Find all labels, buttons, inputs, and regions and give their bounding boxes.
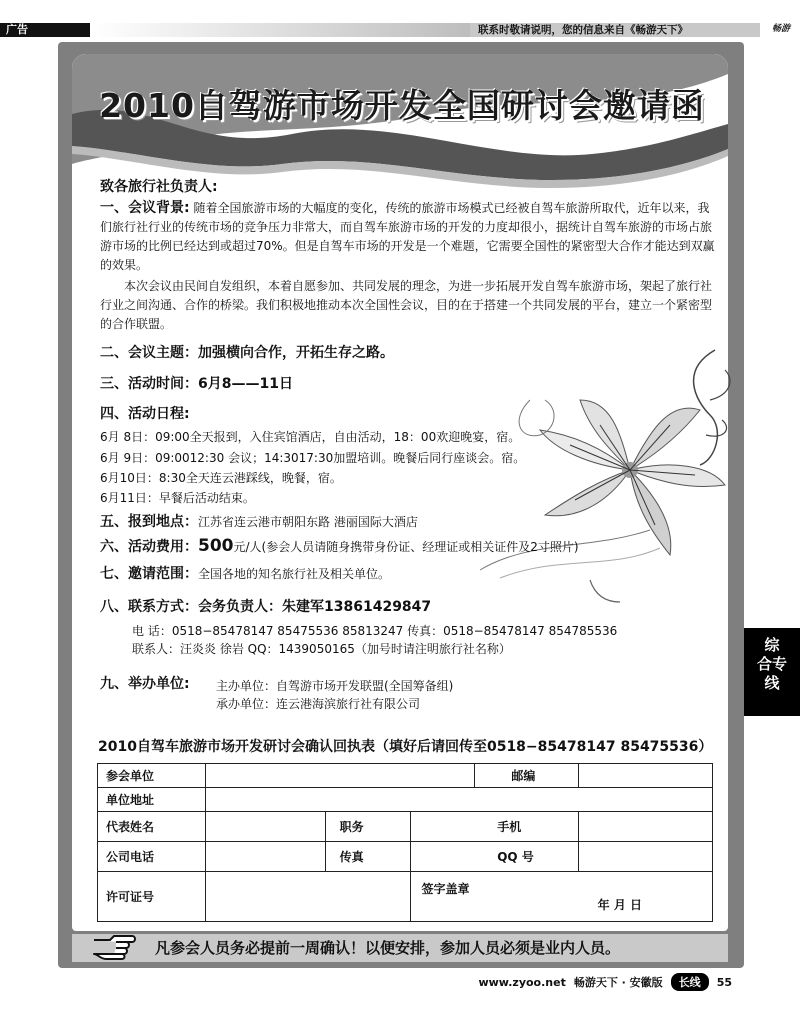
section-background	[100, 199, 715, 275]
section-scope-text: 全国各地的知名旅行社及相关单位。	[198, 567, 391, 581]
rep-field[interactable]	[205, 812, 325, 842]
table-row	[98, 872, 713, 922]
page-title: 2010自驾游市场开发全国研讨会邀请函	[99, 86, 705, 125]
contact-line: 联系人：汪炎炎 徐岩 QQ：1439050165（加号时请注明旅行社名称）	[132, 642, 511, 656]
label-mobile: 手机	[497, 820, 522, 834]
label-postcode: 邮编	[475, 764, 579, 788]
section-background-para2-text: 本次会议由民间自发组织，本着自愿参加、共同发展的理念，为进一步拓展开发自驾车旅游市场，架起了旅行社行业之间沟通、合作的桥梁。我们积极地推动本次全国性会议，目的在于搭建一个共同发展的平台，建立一个紧密型的合作联盟。	[100, 279, 713, 331]
greeting: 致各旅行社负责人:	[100, 179, 218, 195]
table-row	[98, 764, 713, 788]
label-license: 许可证号	[98, 872, 206, 922]
footer-magazine: 畅游天下 · 安徽版	[573, 976, 663, 989]
table-row	[98, 812, 713, 842]
label-fax: 传真	[325, 842, 411, 872]
section-side-tab	[744, 628, 800, 716]
section-scope	[100, 565, 390, 584]
address-field[interactable]	[205, 788, 712, 812]
magazine-logo: 畅游	[771, 24, 790, 34]
table-row	[98, 842, 713, 872]
section-background-text: 随着全国旅游市场的大幅度的变化，传统的旅游市场模式已经被自驾车旅游所取代，近年以来，我们旅行社行业的传统市场的竞争压力非常大，而自驾车旅游市场的开发的力度却很小，据统计自驾车旅游的市场占旅游市场的比例已经达到或超过70%。但是自驾车市场的开发是一个难题，它需要全国性的紧密型大合作才能达到双赢的效果。	[100, 201, 715, 272]
section-contact: 八、联系方式：会务负责人：朱建军13861429847	[100, 599, 432, 615]
fax-field[interactable]	[411, 842, 579, 872]
ad-tag: 广告	[0, 23, 90, 37]
label-seal: 签字盖章	[421, 882, 470, 896]
section-location-heading: 五、报到地点：	[100, 514, 198, 530]
label-unit: 参会单位	[98, 764, 206, 788]
footer-site: www.zyoo.net	[478, 975, 566, 989]
receipt-title: 2010自驾车旅游市场开发研讨会确认回执表（填好后请回传至0518−85478147 85475536）	[98, 739, 713, 755]
host-line: 主办单位：自驾游市场开发联盟(全国筹备组)	[216, 679, 454, 693]
header-gradient	[90, 23, 470, 37]
label-qq: QQ 号	[497, 850, 534, 864]
schedule-item: 6月11日：早餐后活动结束。	[100, 491, 255, 505]
section-background-heading: 一、会议背景:	[100, 200, 190, 216]
section-schedule-heading: 四、活动日程:	[100, 406, 190, 422]
schedule-item: 6月10日：8:30全天连云港踩线，晚餐，宿。	[100, 471, 342, 485]
section-location	[100, 513, 418, 532]
unit-field[interactable]	[205, 764, 475, 788]
side-tab-line: 合专	[756, 655, 787, 673]
receipt-table	[97, 763, 713, 922]
section-background-para2	[100, 277, 715, 334]
license-field[interactable]	[205, 872, 411, 922]
header-note: 联系时敬请说明，您的信息来自《畅游天下》	[470, 23, 760, 37]
table-row	[98, 788, 713, 812]
phone-line: 电 话：0518−85478147 85475536 85813247 传真：0518−85478147 854785536	[132, 624, 618, 638]
section-fee	[100, 537, 579, 557]
date-line: 年 月 日	[597, 898, 642, 912]
pointing-hand-icon	[92, 932, 136, 960]
section-hosts-heading: 九、举办单位:	[100, 676, 190, 692]
mobile-cell[interactable]	[497, 812, 713, 842]
section-fee-heading: 六、活动费用：	[100, 539, 198, 555]
label-position: 职务	[325, 812, 411, 842]
section-location-text: 江苏省连云港市朝阳东路 港丽国际大酒店	[198, 515, 418, 529]
page-number: 55	[716, 975, 732, 989]
fee-amount: 500	[198, 536, 234, 556]
section-scope-heading: 七、邀请范围：	[100, 566, 198, 582]
side-tab-line: 线	[764, 674, 780, 692]
schedule-item: 6月 9日：09:0012:30 会议；14:3017:30加盟培训。晚餐后同行座谈会。宿。	[100, 451, 526, 465]
schedule-item: 6月 8日：09:00全天报到，入住宾馆酒店，自由活动，18：00欢迎晚宴，宿。	[100, 430, 521, 444]
page-header	[0, 0, 800, 36]
side-tab-line: 综	[764, 636, 780, 654]
label-tel: 公司电话	[98, 842, 206, 872]
section-fee-text: 元/人(参会人员请随身携带身份证、经理证或相关证件及2寸照片)	[233, 540, 579, 554]
section-time: 三、活动时间：6月8——11日	[100, 376, 293, 392]
label-rep: 代表姓名	[98, 812, 206, 842]
qq-cell[interactable]	[497, 842, 713, 872]
notice-text: 凡参会人员务必提前一周确认！以便安排，参加人员必须是业内人员。	[155, 939, 621, 957]
tel-field[interactable]	[205, 842, 325, 872]
postcode-field[interactable]	[579, 764, 713, 788]
signature-cell[interactable]	[411, 872, 713, 922]
footer-section-pill: 长线	[671, 973, 709, 991]
organizer-line: 承办单位：连云港海滨旅行社有限公司	[216, 697, 421, 711]
label-address: 单位地址	[98, 788, 206, 812]
page-footer	[478, 973, 732, 991]
position-field[interactable]	[411, 812, 579, 842]
lily-flower-decoration	[470, 340, 740, 620]
section-theme: 二、会议主题：加强横向合作，开拓生存之路。	[100, 345, 394, 361]
